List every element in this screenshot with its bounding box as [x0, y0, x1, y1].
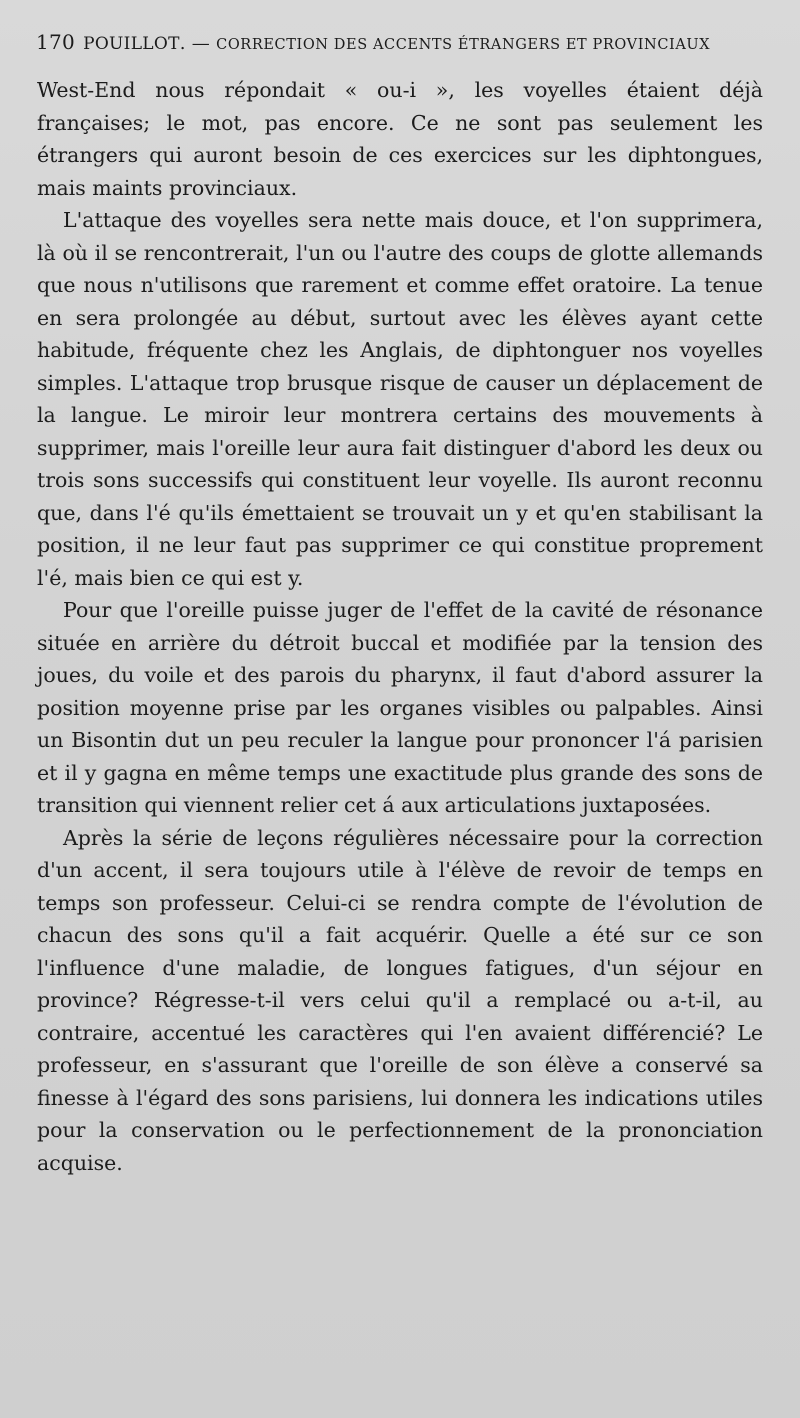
- running-title: CORRECTION DES ACCENTS ÉTRANGERS ET PROVINCIAUX: [216, 37, 711, 53]
- body-text: [37, 74, 763, 1179]
- paragraph-4: Après la série de leçons régulières nécessaire pour la correction d'un accent, il sera toujours utile à l'élève de revoir de temps en temps son professeur. Celui-ci se rendra compte de l'évolution de chacun des sons qu'il a fait acquérir. Quelle a été sur ce son l'influence d'une maladie, de longues fatigues, d'un séjour en province? Régresse-t-il vers celui qu'il a remplacé ou a-t-il, au contraire, accentué les caractères qui l'en avaient différencié? Le professeur, en s'assurant que l'oreille de son élève a conservé sa finesse à l'égard des sons parisiens, lui donnera les indications utiles pour la conservation ou le perfectionnement de la prononciation acquise.: [37, 825, 763, 1175]
- paragraph-2: L'attaque des voyelles sera nette mais douce, et l'on supprimera, là où il se rencontrerait, l'un ou l'autre des coups de glotte allemands que nous n'utilisons que rarement et comme effet oratoire. La tenue en sera prolongée au début, surtout avec les élèves ayant cette habitude, fréquente chez les Anglais, de diphtonguer nos voyelles simples. L'attaque trop brusque risque de causer un déplacement de la langue. Le miroir leur montrera certains des mouvements à supprimer, mais l'oreille leur aura fait distinguer d'abord les deux ou trois sons successifs qui constituent leur voyelle. Ils auront reconnu que, dans l'é qu'ils émettaient se trouvait un y et qu'en stabilisant la position, il ne leur faut pas supprimer ce qui constitue proprement l'é, mais bien ce qui est y.: [37, 208, 763, 590]
- author-name: POUILLOT: [83, 34, 180, 54]
- paragraph-3: Pour que l'oreille puisse juger de l'effet de la cavité de résonance située en arrière du détroit buccal et modifiée par la tension des joues, du voile et des parois du pharynx, il faut d'abord assurer la position moyenne prise par les organes visibles ou palpables. Ainsi un Bisontin dut un peu reculer la langue pour prononcer l'á parisien et il y gagna en même temps une exactitude plus grande des sons de transition qui viennent relier cet á aux articulations juxtaposées.: [37, 598, 763, 817]
- running-head: [36, 30, 764, 60]
- paragraph-1: West-End nous répondait « ou-i », les voyelles étaient déjà françaises; le mot, pas encore. Ce ne sont pas seulement les étrangers qui auront besoin de ces exercices sur les diphtongues, mais maints provinciaux.: [37, 78, 763, 200]
- header-separator: . —: [179, 33, 217, 54]
- page-number: 170: [36, 30, 76, 54]
